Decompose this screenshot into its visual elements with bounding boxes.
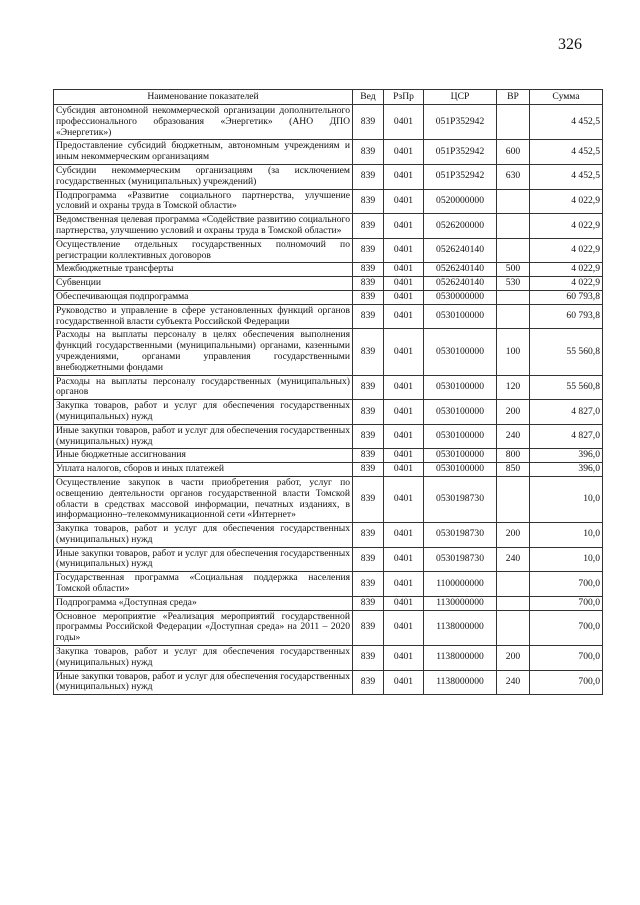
table-row [54,523,603,548]
cell-sum: 55 560,8 [530,329,603,375]
cell-sum: 4 452,5 [530,105,603,140]
cell-ved: 839 [353,424,384,449]
header-sum: Сумма [530,90,603,105]
cell-rzpr: 0401 [384,424,424,449]
table-row [54,238,603,263]
cell-rzpr: 0401 [384,646,424,671]
table-row [54,304,603,329]
cell-rzpr: 0401 [384,277,424,291]
cell-name: Основное мероприятие «Реализация мероприятий государственной программы Российской Федерации «Доступная среда» на 2011 – 2020 годы» [54,610,353,645]
cell-csr: 1138000000 [424,610,497,645]
cell-vr: 530 [497,277,530,291]
cell-vr: 600 [497,140,530,165]
cell-csr: 0530198730 [424,476,497,522]
cell-sum: 700,0 [530,610,603,645]
cell-vr [497,105,530,140]
cell-vr: 240 [497,547,530,572]
cell-name: Иные закупки товаров, работ и услуг для обеспечения государственных (муниципальных) нужд [54,424,353,449]
cell-rzpr: 0401 [384,463,424,477]
cell-csr: 0526240140 [424,277,497,291]
cell-rzpr: 0401 [384,572,424,597]
cell-name: Закупка товаров, работ и услуг для обеспечения государственных (муниципальных) нужд [54,523,353,548]
cell-vr: 630 [497,164,530,189]
cell-vr [497,572,530,597]
cell-rzpr: 0401 [384,610,424,645]
cell-rzpr: 0401 [384,375,424,400]
cell-ved: 839 [353,610,384,645]
cell-name: Ведомственная целевая программа «Содействие развитию социального партнерства, улучшению условий и охраны труда в Томской области» [54,214,353,239]
table-row [54,449,603,463]
cell-ved: 839 [353,164,384,189]
cell-csr: 0530100000 [424,449,497,463]
cell-ved: 839 [353,375,384,400]
cell-csr: 0530100000 [424,463,497,477]
cell-csr: 0530000000 [424,290,497,304]
header-rzpr: РзПр [384,90,424,105]
cell-rzpr: 0401 [384,238,424,263]
cell-sum: 4 022,9 [530,277,603,291]
cell-sum: 4 022,9 [530,263,603,277]
table-row [54,375,603,400]
cell-sum: 60 793,8 [530,290,603,304]
cell-csr: 1138000000 [424,670,497,695]
cell-name: Предоставление субсидий бюджетным, автономным учреждениям и иным некоммерческим организациям [54,140,353,165]
cell-vr: 200 [497,646,530,671]
cell-rzpr: 0401 [384,596,424,610]
cell-name: Расходы на выплаты персоналу государственных (муниципальных) органов [54,375,353,400]
cell-vr: 200 [497,523,530,548]
table-header-row [54,90,603,105]
cell-csr: 0520000000 [424,189,497,214]
cell-sum: 10,0 [530,476,603,522]
cell-sum: 4 022,9 [530,238,603,263]
cell-rzpr: 0401 [384,476,424,522]
cell-vr: 240 [497,670,530,695]
table-row [54,596,603,610]
cell-sum: 700,0 [530,646,603,671]
table-row [54,263,603,277]
cell-rzpr: 0401 [384,547,424,572]
cell-name: Осуществление отдельных государственных полномочий по регистрации коллективных договоров [54,238,353,263]
cell-rzpr: 0401 [384,263,424,277]
cell-csr: 0530198730 [424,523,497,548]
cell-vr [497,214,530,239]
cell-vr [497,189,530,214]
cell-name: Расходы на выплаты персоналу в целях обеспечения выполнения функций государственными (муниципальными) органами, казенными учреждениями, органами управления государственными внебюджетными фондами [54,329,353,375]
table-body [54,105,603,695]
cell-vr [497,476,530,522]
cell-vr [497,596,530,610]
cell-rzpr: 0401 [384,523,424,548]
cell-ved: 839 [353,523,384,548]
cell-rzpr: 0401 [384,304,424,329]
cell-csr: 0530100000 [424,304,497,329]
cell-sum: 4 452,5 [530,164,603,189]
cell-sum: 4 827,0 [530,400,603,425]
cell-csr: 1100000000 [424,572,497,597]
page-number: 326 [558,36,582,53]
table-row [54,463,603,477]
table-row [54,670,603,695]
cell-sum: 55 560,8 [530,375,603,400]
cell-ved: 839 [353,646,384,671]
cell-csr: 0530198730 [424,547,497,572]
table-row [54,164,603,189]
cell-vr: 800 [497,449,530,463]
cell-csr: 0530100000 [424,329,497,375]
cell-name: Уплата налогов, сборов и иных платежей [54,463,353,477]
table-row [54,476,603,522]
cell-csr: 1138000000 [424,646,497,671]
cell-ved: 839 [353,140,384,165]
cell-ved: 839 [353,214,384,239]
header-name: Наименование показателей [54,90,353,105]
cell-sum: 700,0 [530,596,603,610]
cell-ved: 839 [353,572,384,597]
table-row [54,189,603,214]
cell-rzpr: 0401 [384,449,424,463]
table-row [54,329,603,375]
cell-name: Межбюджетные трансферты [54,263,353,277]
cell-name: Субсидии некоммерческим организациям (за исключением государственных (муниципальных) учреждений) [54,164,353,189]
cell-vr [497,238,530,263]
cell-rzpr: 0401 [384,400,424,425]
cell-csr: 0526240140 [424,238,497,263]
cell-ved: 839 [353,670,384,695]
cell-ved: 839 [353,290,384,304]
cell-ved: 839 [353,189,384,214]
cell-ved: 839 [353,596,384,610]
cell-csr: 051P352942 [424,105,497,140]
cell-csr: 0530100000 [424,375,497,400]
cell-csr: 051P352942 [424,164,497,189]
cell-name: Подпрограмма «Развитие социального партнерства, улучшение условий и охраны труда в Томской области» [54,189,353,214]
cell-vr [497,610,530,645]
cell-sum: 4 022,9 [530,189,603,214]
cell-vr [497,304,530,329]
cell-csr: 0530100000 [424,424,497,449]
cell-ved: 839 [353,449,384,463]
table-row [54,400,603,425]
cell-rzpr: 0401 [384,290,424,304]
cell-sum: 4 022,9 [530,214,603,239]
cell-name: Субвенции [54,277,353,291]
cell-sum: 396,0 [530,449,603,463]
cell-sum: 396,0 [530,463,603,477]
table-row [54,424,603,449]
table-row [54,610,603,645]
cell-ved: 839 [353,277,384,291]
header-vr: ВР [497,90,530,105]
cell-sum: 60 793,8 [530,304,603,329]
table-row [54,105,603,140]
cell-sum: 10,0 [530,547,603,572]
table-row [54,277,603,291]
cell-ved: 839 [353,263,384,277]
cell-rzpr: 0401 [384,329,424,375]
table-row [54,646,603,671]
cell-sum: 700,0 [530,670,603,695]
cell-name: Подпрограмма «Доступная среда» [54,596,353,610]
cell-csr: 1130000000 [424,596,497,610]
table-row [54,547,603,572]
budget-table [53,89,603,695]
cell-rzpr: 0401 [384,214,424,239]
cell-ved: 839 [353,329,384,375]
table-row [54,290,603,304]
cell-csr: 0530100000 [424,400,497,425]
cell-csr: 051P352942 [424,140,497,165]
cell-sum: 700,0 [530,572,603,597]
cell-vr: 850 [497,463,530,477]
cell-vr: 200 [497,400,530,425]
cell-ved: 839 [353,463,384,477]
cell-vr [497,290,530,304]
cell-name: Закупка товаров, работ и услуг для обеспечения государственных (муниципальных) нужд [54,646,353,671]
table-row [54,140,603,165]
table-row [54,572,603,597]
cell-name: Государственная программа «Социальная поддержка населения Томской области» [54,572,353,597]
cell-name: Иные бюджетные ассигнования [54,449,353,463]
cell-ved: 839 [353,400,384,425]
cell-rzpr: 0401 [384,164,424,189]
cell-sum: 10,0 [530,523,603,548]
cell-vr: 100 [497,329,530,375]
cell-csr: 0526200000 [424,214,497,239]
cell-vr: 120 [497,375,530,400]
cell-vr: 500 [497,263,530,277]
cell-ved: 839 [353,476,384,522]
cell-ved: 839 [353,547,384,572]
header-ved: Вед [353,90,384,105]
cell-csr: 0526240140 [424,263,497,277]
cell-ved: 839 [353,238,384,263]
cell-name: Закупка товаров, работ и услуг для обеспечения государственных (муниципальных) нужд [54,400,353,425]
cell-rzpr: 0401 [384,105,424,140]
cell-ved: 839 [353,105,384,140]
cell-ved: 839 [353,304,384,329]
cell-rzpr: 0401 [384,670,424,695]
cell-name: Иные закупки товаров, работ и услуг для обеспечения государственных (муниципальных) нужд [54,547,353,572]
cell-sum: 4 827,0 [530,424,603,449]
table-row [54,214,603,239]
cell-name: Иные закупки товаров, работ и услуг для обеспечения государственных (муниципальных) нужд [54,670,353,695]
cell-name: Обеспечивающая подпрограмма [54,290,353,304]
cell-rzpr: 0401 [384,140,424,165]
header-csr: ЦСР [424,90,497,105]
cell-rzpr: 0401 [384,189,424,214]
cell-name: Руководство и управление в сфере установленных функций органов государственной власти субъекта Российской Федерации [54,304,353,329]
cell-vr: 240 [497,424,530,449]
cell-sum: 4 452,5 [530,140,603,165]
cell-name: Субсидия автономной некоммерческой организации дополнительного профессионального образования «Энергетик» (АНО ДПО «Энергетик») [54,105,353,140]
cell-name: Осуществление закупок в части приобретения работ, услуг по освещению деятельности органов государственной власти Томской области в средствах массовой информации, печатных изданиях, в информационно–телекоммуникационной сети «Интернет» [54,476,353,522]
